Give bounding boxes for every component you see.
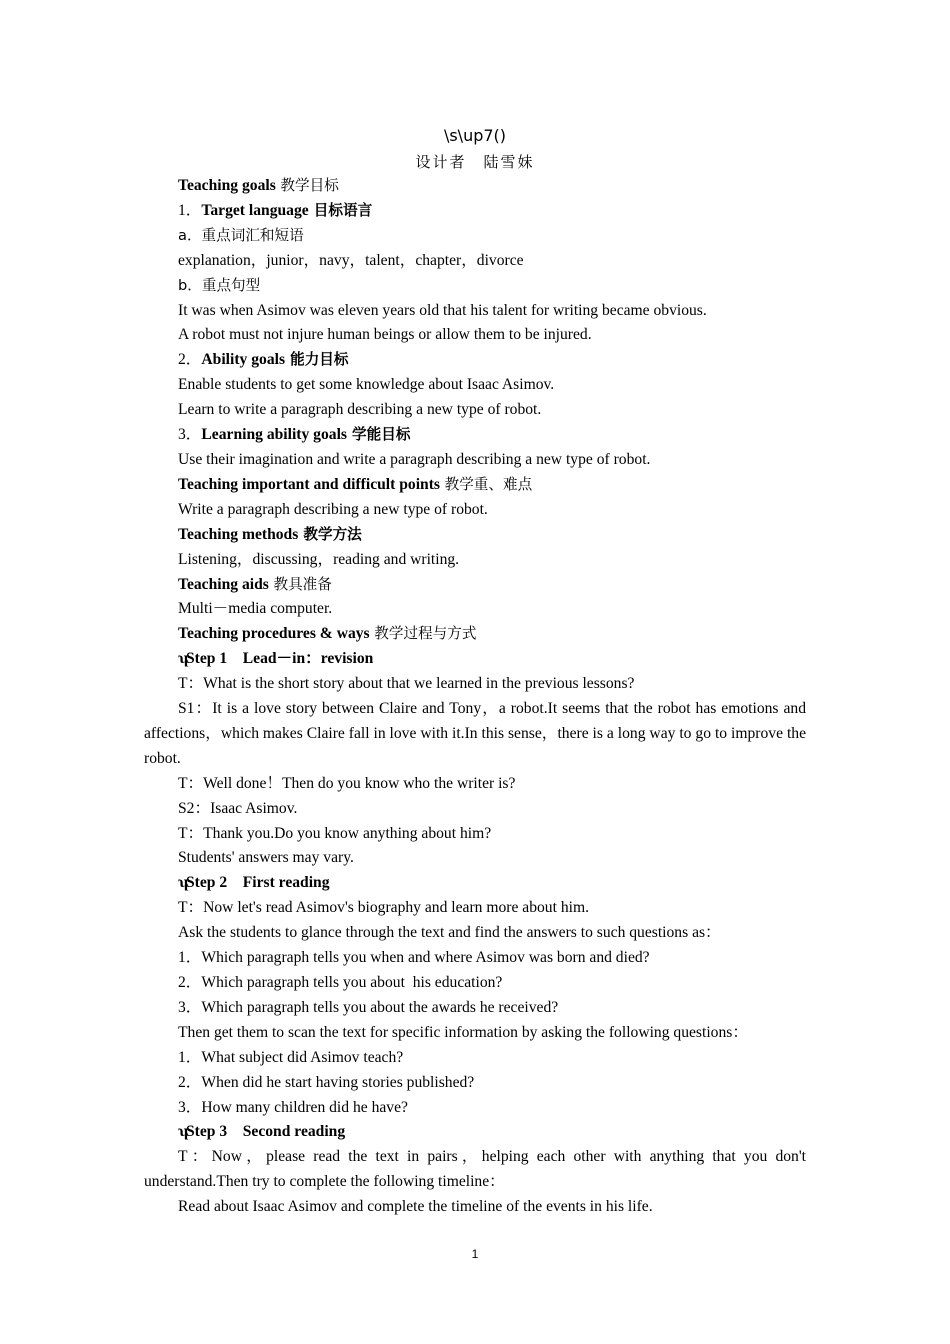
aids-1: Multi－media computer.: [178, 600, 333, 618]
vocab-label: a．重点词汇和短语: [178, 226, 304, 244]
step2-line-3: Then get them to scan the text for specific information by asking the following questions：: [178, 1023, 748, 1041]
step3-line-2: Read about Isaac Asimov and complete the timeline of the events in his life.: [178, 1198, 653, 1216]
step2-question-3: 3．Which paragraph tells you about the awards he received?: [178, 998, 559, 1016]
step1-heading: ʮStep 1 Lead－in：revision: [144, 647, 806, 672]
step2-heading: ʮStep 2 First reading: [144, 871, 806, 896]
heading-important-points: Teaching important and difficult points 教学重、难点: [178, 475, 533, 493]
step2-question-5: 2．When did he start having stories published?: [178, 1073, 475, 1091]
sentence-1: It was when Asimov was eleven years old that his talent for writing became obvious.: [178, 301, 707, 319]
step2-line-1: T：Now let's read Asimov's biography and learn more about him.: [178, 899, 589, 917]
heading-teaching-aids: Teaching aids 教具准备: [178, 575, 332, 593]
methods-1: Listening，discussing，reading and writing.: [178, 550, 460, 568]
heading-target-language: 1．Target language 目标语言: [178, 201, 373, 219]
step3-line-1: T：Now，please read the text in pairs，helping each other with anything that you don't understand.Then try to complete the following timeline：: [144, 1148, 810, 1191]
step-marker-icon: ʮ: [178, 1123, 189, 1141]
step2-question-1: 1．Which paragraph tells you when and where Asimov was born and died?: [178, 949, 650, 967]
step2-question-2: 2．Which paragraph tells you about his education?: [178, 974, 503, 991]
heading-teaching-methods: Teaching methods 教学方法: [178, 525, 362, 543]
page-number: 1: [471, 1247, 479, 1261]
heading-learning-goals: 3．Learning ability goals 学能目标: [178, 426, 411, 444]
ability-1: Enable students to get some knowledge about Isaac Asimov.: [178, 376, 555, 394]
sentence-label: b．重点句型: [178, 276, 261, 294]
step2-question-4: 1．What subject did Asimov teach?: [178, 1048, 404, 1066]
step2-question-6: 3．How many children did he have?: [178, 1098, 408, 1116]
step1-line-1: T：What is the short story about that we learned in the previous lessons?: [178, 675, 635, 693]
designer-line: 设计者 陆雪妹: [415, 153, 535, 171]
document-title: \s\up7(): [443, 126, 507, 145]
learning-1: Use their imagination and write a paragraph describing a new type of robot.: [178, 450, 651, 468]
sentence-2: A robot must not injure human beings or allow them to be injured.: [178, 326, 592, 344]
step-marker-icon: ʮ: [178, 650, 189, 668]
step1-line-6: Students' answers may vary.: [178, 849, 354, 867]
vocab-list: explanation，junior，navy，talent，chapter，divorce: [178, 251, 524, 269]
step1-line-3: T：Well done！Then do you know who the writer is?: [178, 774, 516, 792]
points-1: Write a paragraph describing a new type of robot.: [178, 500, 488, 518]
heading-ability-goals: 2．Ability goals 能力目标: [178, 351, 349, 369]
step1-line-4: S2：Isaac Asimov.: [178, 799, 298, 817]
heading-teaching-procedures: Teaching procedures & ways 教学过程与方式: [178, 625, 477, 643]
step3-heading: ʮStep 3 Second reading: [144, 1120, 806, 1145]
document-body: [144, 174, 810, 1220]
step1-line-5: T：Thank you.Do you know anything about him?: [178, 824, 492, 842]
step-marker-icon: ʮ: [178, 874, 189, 892]
step2-line-2: Ask the students to glance through the text and find the answers to such questions as：: [178, 924, 721, 942]
heading-teaching-goals: Teaching goals 教学目标: [178, 177, 339, 194]
step1-line-2: S1：It is a love story between Claire and Tony，a robot.It seems that the robot has emotions and affections，which makes Claire fall in love with it.In this sense，there is a long way to go to improve the robot.: [144, 700, 810, 767]
ability-2: Learn to write a paragraph describing a new type of robot.: [178, 401, 542, 419]
